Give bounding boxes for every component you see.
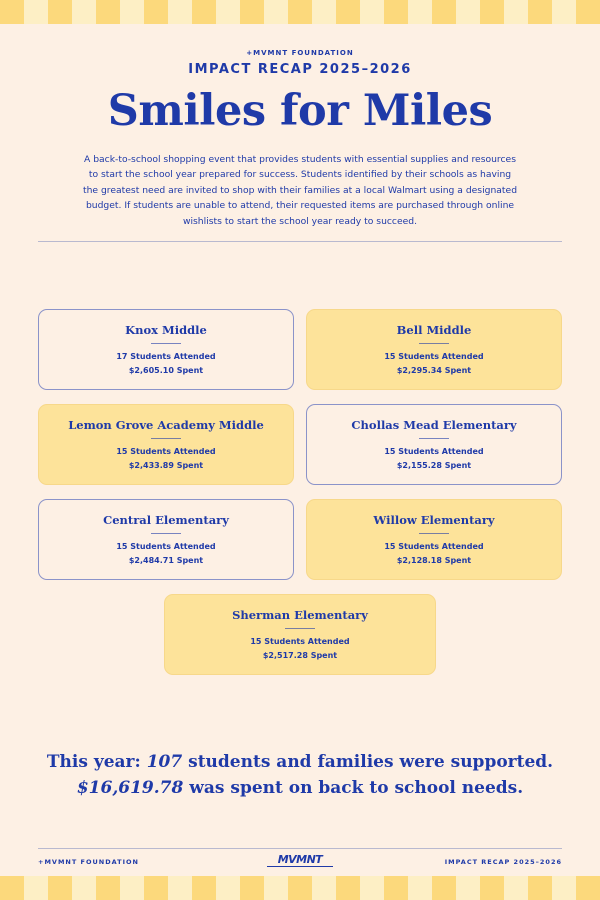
card-divider <box>419 343 449 344</box>
logo-underline <box>267 866 333 867</box>
students-attended: 15 Students Attended <box>116 542 216 551</box>
school-card <box>38 404 294 485</box>
footer-foundation-label: +MVMNT FOUNDATION <box>38 858 139 866</box>
recap-subtitle: IMPACT RECAP 2025–2026 <box>188 62 412 77</box>
summary-line-students <box>0 749 600 775</box>
card-divider <box>419 438 449 439</box>
school-name: Bell Middle <box>396 323 472 337</box>
amount-spent: $2,605.10 Spent <box>128 366 204 375</box>
students-attended: 15 Students Attended <box>384 352 484 361</box>
amount-spent: $2,155.28 Spent <box>396 461 472 470</box>
card-divider <box>151 343 181 344</box>
foundation-kicker: +MVMNT FOUNDATION <box>246 49 354 57</box>
school-name: Sherman Elementary <box>232 608 368 622</box>
school-name: Willow Elementary <box>373 513 495 527</box>
card-divider <box>151 438 181 439</box>
school-name: Central Elementary <box>103 513 229 527</box>
summary-amount-suffix: was spent on back to school needs. <box>183 778 524 798</box>
card-divider <box>151 533 181 534</box>
card-divider <box>285 628 315 629</box>
students-attended: 15 Students Attended <box>384 542 484 551</box>
mvmnt-logo <box>267 853 333 867</box>
students-attended: 17 Students Attended <box>116 352 216 361</box>
students-attended: 15 Students Attended <box>116 447 216 456</box>
school-card <box>306 309 562 390</box>
amount-spent: $2,433.89 Spent <box>128 461 204 470</box>
summary-students-suffix: students and families were supported. <box>182 752 554 772</box>
school-name: Chollas Mead Elementary <box>351 418 517 432</box>
bottom-stripe-border <box>0 876 600 900</box>
students-total: 107 <box>146 752 183 772</box>
amount-spent: $2,484.71 Spent <box>128 556 204 565</box>
top-divider <box>38 241 562 242</box>
summary-prefix: This year: <box>46 752 147 772</box>
amount-spent: $2,295.34 Spent <box>396 366 472 375</box>
amount-spent: $2,128.18 Spent <box>396 556 472 565</box>
amount-total: $16,619.78 <box>76 778 184 798</box>
impact-summary <box>0 749 600 801</box>
summary-line-amount <box>0 775 600 801</box>
students-attended: 15 Students Attended <box>384 447 484 456</box>
school-card <box>306 404 562 485</box>
bottom-divider <box>38 848 562 849</box>
footer-recap-label: IMPACT RECAP 2025–2026 <box>444 858 562 866</box>
intro-paragraph: A back-to-school shopping event that provides students with essential supplies and resources to start the school year prepared for success. Students identified by their schools as having the greatest need are invited to shop with their families at a local Walmart using a designated budget. If students are unable to attend, their requested items are purchased through online wishlists to start the school year ready to succeed. <box>82 154 518 227</box>
page-title: Smiles for Miles <box>107 86 493 136</box>
amount-spent: $2,517.28 Spent <box>262 651 338 660</box>
school-name: Lemon Grove Academy Middle <box>68 418 264 432</box>
school-card <box>38 309 294 390</box>
school-card <box>164 594 436 675</box>
school-card <box>38 499 294 580</box>
students-attended: 15 Students Attended <box>250 637 350 646</box>
logo-text: MVMNT <box>277 853 323 866</box>
top-stripe-border <box>0 0 600 24</box>
school-name: Knox Middle <box>125 323 207 337</box>
school-card <box>306 499 562 580</box>
card-divider <box>419 533 449 534</box>
